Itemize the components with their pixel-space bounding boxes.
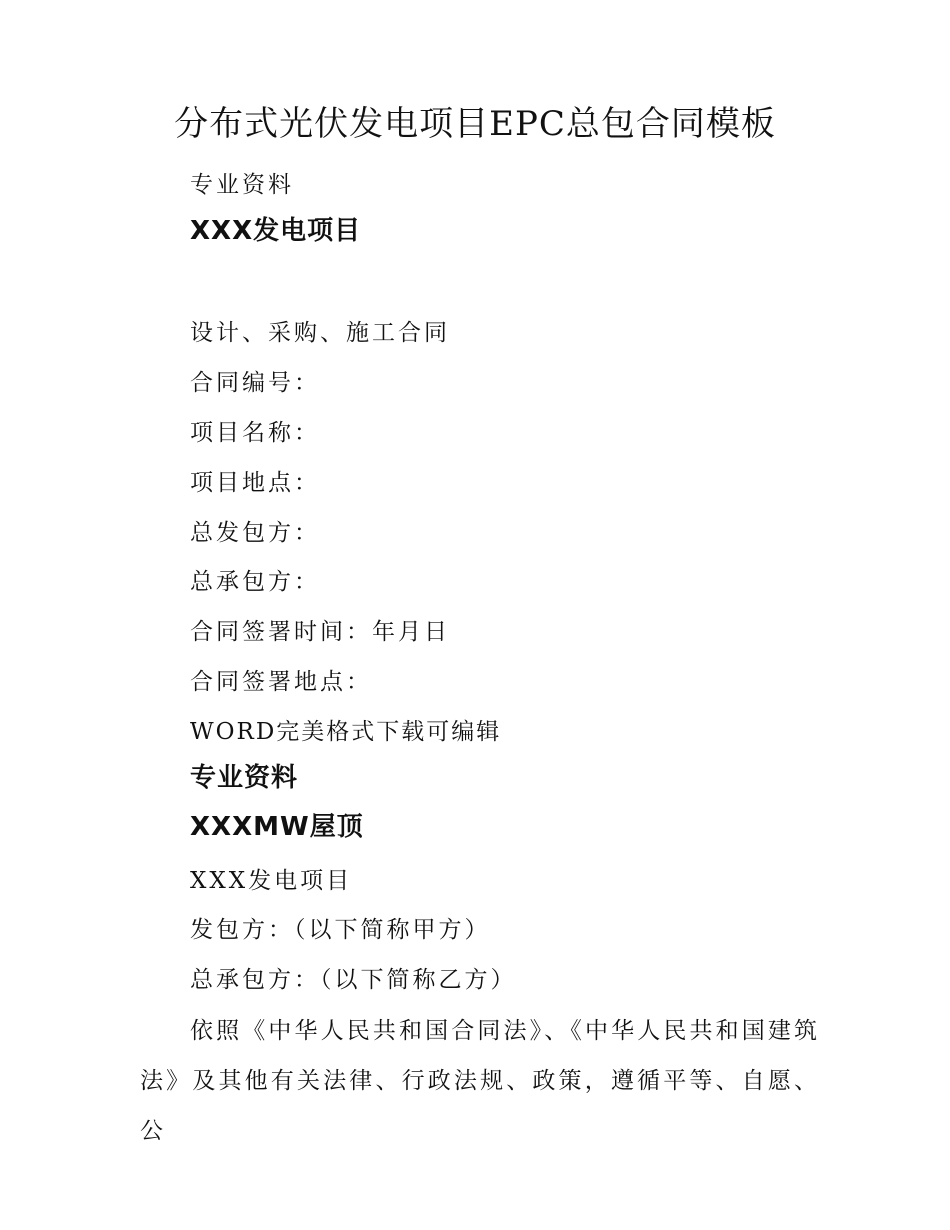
professional-material-heading: 专业资料 [190,763,299,793]
word-format-note: WORD完美格式下载可编辑 [190,719,502,745]
signing-place-label: 合同签署地点： [190,669,372,695]
contract-type: 设计、采购、施工合同 [190,320,450,346]
contract-number-label: 合同编号： [190,370,320,396]
project-location-label: 项目地点： [190,470,320,496]
rooftop-heading: XXXMW屋顶 [190,812,364,842]
contractor-label: 总承包方： [190,569,320,595]
signing-time-label: 合同签署时间：年月日 [190,619,450,645]
document-title: 分布式光伏发电项目EPC总包合同模板 [174,104,776,144]
preamble-paragraph: 依照《中华人民共和国合同法》、《中华人民共和国建筑法》及其他有关法律、行政法规、政策，遵循平等、自愿、公 [140,1018,820,1144]
project-name-label: 项目名称： [190,420,320,446]
professional-material-label: 专业资料 [190,172,294,198]
employer-label: 总发包方： [190,520,320,546]
party-b-line: 总承包方：（以下简称乙方） [190,967,517,993]
project-line: XXX发电项目 [190,868,353,894]
project-heading: XXX发电项目 [190,216,362,246]
party-a-line: 发包方：（以下简称甲方） [190,917,491,943]
